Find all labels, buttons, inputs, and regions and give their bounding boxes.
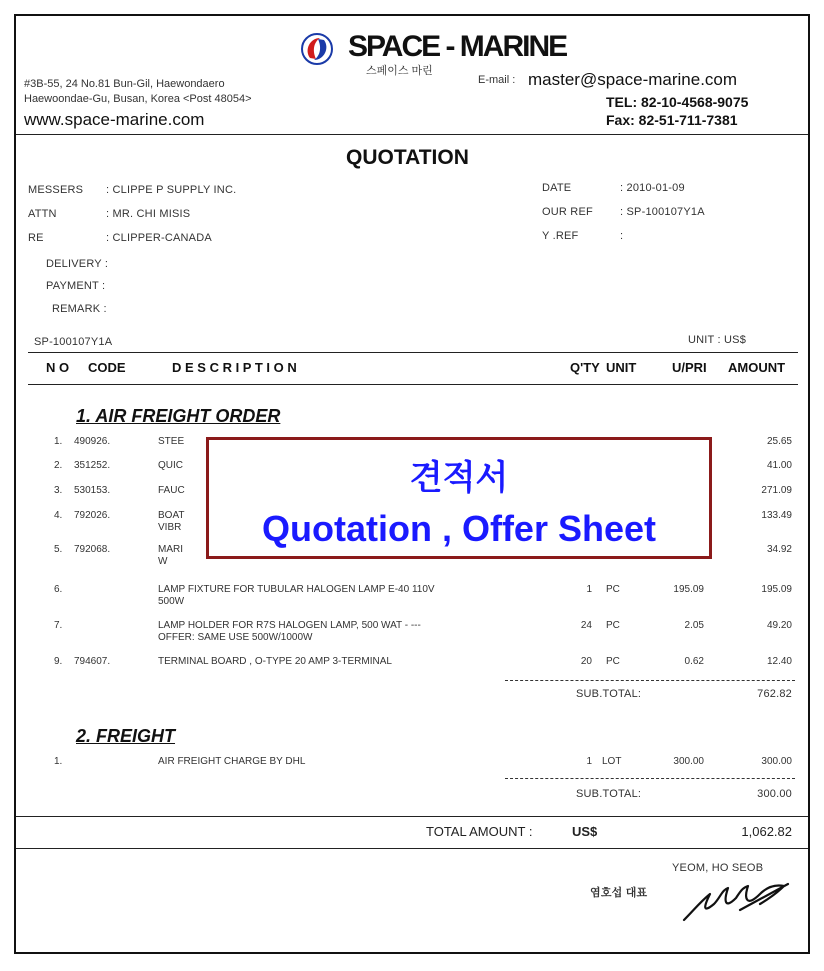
columns-bottom-rule: [28, 384, 798, 385]
section-1-subtotal-rule: [505, 680, 795, 681]
space-marine-logo-icon: [300, 32, 334, 66]
table-row-description-2: VIBR: [158, 522, 182, 533]
total-top-rule: [16, 816, 808, 817]
section-title-freight: 2. FREIGHT: [76, 726, 176, 746]
table-row-unit-price: 2.05: [684, 620, 704, 631]
table-row-no: 2.: [54, 460, 63, 471]
brand-name: SPACE - MARINE: [348, 30, 567, 63]
header-divider: [16, 134, 808, 135]
currency-unit: UNIT : US$: [688, 334, 747, 346]
total-amount-value: 1,062.82: [741, 824, 792, 839]
our-ref-value: : SP-100107Y1A: [620, 206, 705, 218]
table-row-amount: 271.09: [761, 485, 792, 496]
table-row-amount: 12.40: [766, 656, 792, 667]
table-row-description: QUIC: [158, 460, 183, 471]
remark-label: REMARK :: [52, 303, 107, 315]
total-amount-label: TOTAL AMOUNT :: [426, 824, 533, 839]
email: master@space-marine.com: [528, 70, 738, 89]
section-1-subtotal-value: 762.82: [757, 688, 792, 700]
attn-label: ATTN: [28, 208, 57, 220]
table-row-unit-price: 300.00: [673, 756, 704, 767]
table-row-description: STEE: [158, 436, 185, 447]
delivery-label: DELIVERY :: [46, 258, 109, 270]
stamp-english-text: Quotation , Offer Sheet: [261, 508, 656, 549]
table-row-unit: PC: [606, 620, 620, 631]
table-row-description: LAMP FIXTURE FOR TUBULAR HALOGEN LAMP E-40 110V: [158, 584, 435, 595]
table-row-description: MARI: [158, 544, 183, 555]
brand-name-korean: 스페이스 마린: [366, 65, 433, 77]
column-unit: UNIT: [606, 360, 637, 375]
re-value: : CLIPPER-CANADA: [106, 232, 212, 244]
table-row-no: 5.: [54, 544, 63, 555]
table-row-amount: 41.00: [766, 460, 792, 471]
table-row-description-2: W: [158, 556, 168, 567]
table-row-unit: PC: [606, 656, 620, 667]
stamp-korean-text: 견적서: [409, 459, 509, 497]
address-line-1: #3B-55, 24 No.81 Bun-Gil, Haewondaero: [24, 78, 225, 90]
table-row-description-2: OFFER: SAME USE 500W/1000W: [158, 632, 313, 643]
signature-icon: [680, 880, 794, 926]
table-row-amount: 25.65: [766, 436, 792, 447]
table-row-amount: 49.20: [766, 620, 792, 631]
table-row-code: 490926.: [74, 436, 111, 447]
table-row-no: 1.: [54, 756, 63, 767]
table-row-no: 6.: [54, 584, 63, 595]
table-row-unit-price: 195.09: [673, 584, 704, 595]
columns-top-rule: [28, 352, 798, 353]
table-row-amount: 300.00: [761, 756, 792, 767]
table-row-qty: 1: [586, 584, 592, 595]
table-row-unit: PC: [606, 584, 620, 595]
table-row-no: 1.: [54, 436, 63, 447]
table-row-code: 530153.: [74, 485, 111, 496]
total-currency: US$: [572, 824, 598, 839]
table-row-description: TERMINAL BOARD , O-TYPE 20 AMP 3-TERMINAL: [158, 656, 392, 667]
table-row-code: 351252.: [74, 460, 111, 471]
section-1-subtotal-label: SUB.TOTAL:: [576, 688, 642, 700]
table-row-code: 794607.: [74, 656, 111, 667]
payment-label: PAYMENT :: [46, 280, 106, 292]
table-row-unit: LOT: [602, 756, 622, 767]
total-bottom-rule: [16, 848, 808, 849]
messers-value: : CLIPPE P SUPPLY INC.: [106, 184, 237, 196]
table-row-code: 792026.: [74, 510, 111, 521]
signer-name-korean: 염호섭 대표: [590, 887, 648, 899]
our-ref-label: OUR REF: [542, 206, 593, 218]
table-row-description: LAMP HOLDER FOR R7S HALOGEN LAMP, 500 WAT - ---: [158, 620, 421, 631]
table-row-amount: 195.09: [761, 584, 792, 595]
address-line-2: Haewoondae-Gu, Busan, Korea <Post 48054>: [24, 93, 252, 105]
re-label: RE: [28, 232, 44, 244]
column-no: N O: [46, 360, 70, 375]
table-row-description-2: 500W: [158, 596, 185, 607]
table-row-qty: 1: [586, 756, 592, 767]
column-description: D E S C R I P T I O N: [172, 360, 297, 375]
table-row-qty: 20: [580, 656, 592, 667]
section-2-subtotal-value: 300.00: [757, 788, 792, 800]
date-label: DATE: [542, 182, 572, 194]
date-value: : 2010-01-09: [620, 182, 685, 194]
table-row-description: FAUC: [158, 485, 185, 496]
column-qty: Q'TY: [570, 360, 600, 375]
email-label: E-mail :: [478, 74, 516, 86]
your-ref-value: :: [620, 230, 624, 242]
column-code: CODE: [88, 360, 126, 375]
table-row-code: 792068.: [74, 544, 111, 555]
column-unit-price: U/PRI: [672, 360, 707, 375]
table-row-no: 4.: [54, 510, 63, 521]
fax: Fax: 82-51-711-7381: [606, 112, 738, 128]
section-2-subtotal-label: SUB.TOTAL:: [576, 788, 642, 800]
telephone: TEL: 82-10-4568-9075: [606, 94, 749, 110]
table-row-qty: 24: [580, 620, 592, 631]
table-row-description: AIR FREIGHT CHARGE BY DHL: [158, 756, 306, 767]
signer-name: YEOM, HO SEOB: [672, 862, 764, 874]
messers-label: MESSERS: [28, 184, 84, 196]
table-row-amount: 133.49: [761, 510, 792, 521]
document-title: QUOTATION: [346, 146, 469, 169]
table-row-no: 7.: [54, 620, 63, 631]
column-amount: AMOUNT: [728, 360, 786, 375]
table-row-unit-price: 0.62: [684, 656, 704, 667]
table-row-description: BOAT: [158, 510, 185, 521]
section-title-air-freight-order: 1. AIR FREIGHT ORDER: [76, 406, 281, 426]
quotation-stamp-overlay: [206, 437, 712, 559]
table-row-amount: 34.92: [766, 544, 792, 555]
website: www.space-marine.com: [24, 110, 205, 129]
reference-code: SP-100107Y1A: [34, 336, 113, 348]
attn-value: : MR. CHI MISIS: [106, 208, 191, 220]
table-row-no: 9.: [54, 656, 63, 667]
your-ref-label: Y .REF: [542, 230, 579, 242]
table-row-no: 3.: [54, 485, 63, 496]
section-2-subtotal-rule: [505, 778, 795, 779]
